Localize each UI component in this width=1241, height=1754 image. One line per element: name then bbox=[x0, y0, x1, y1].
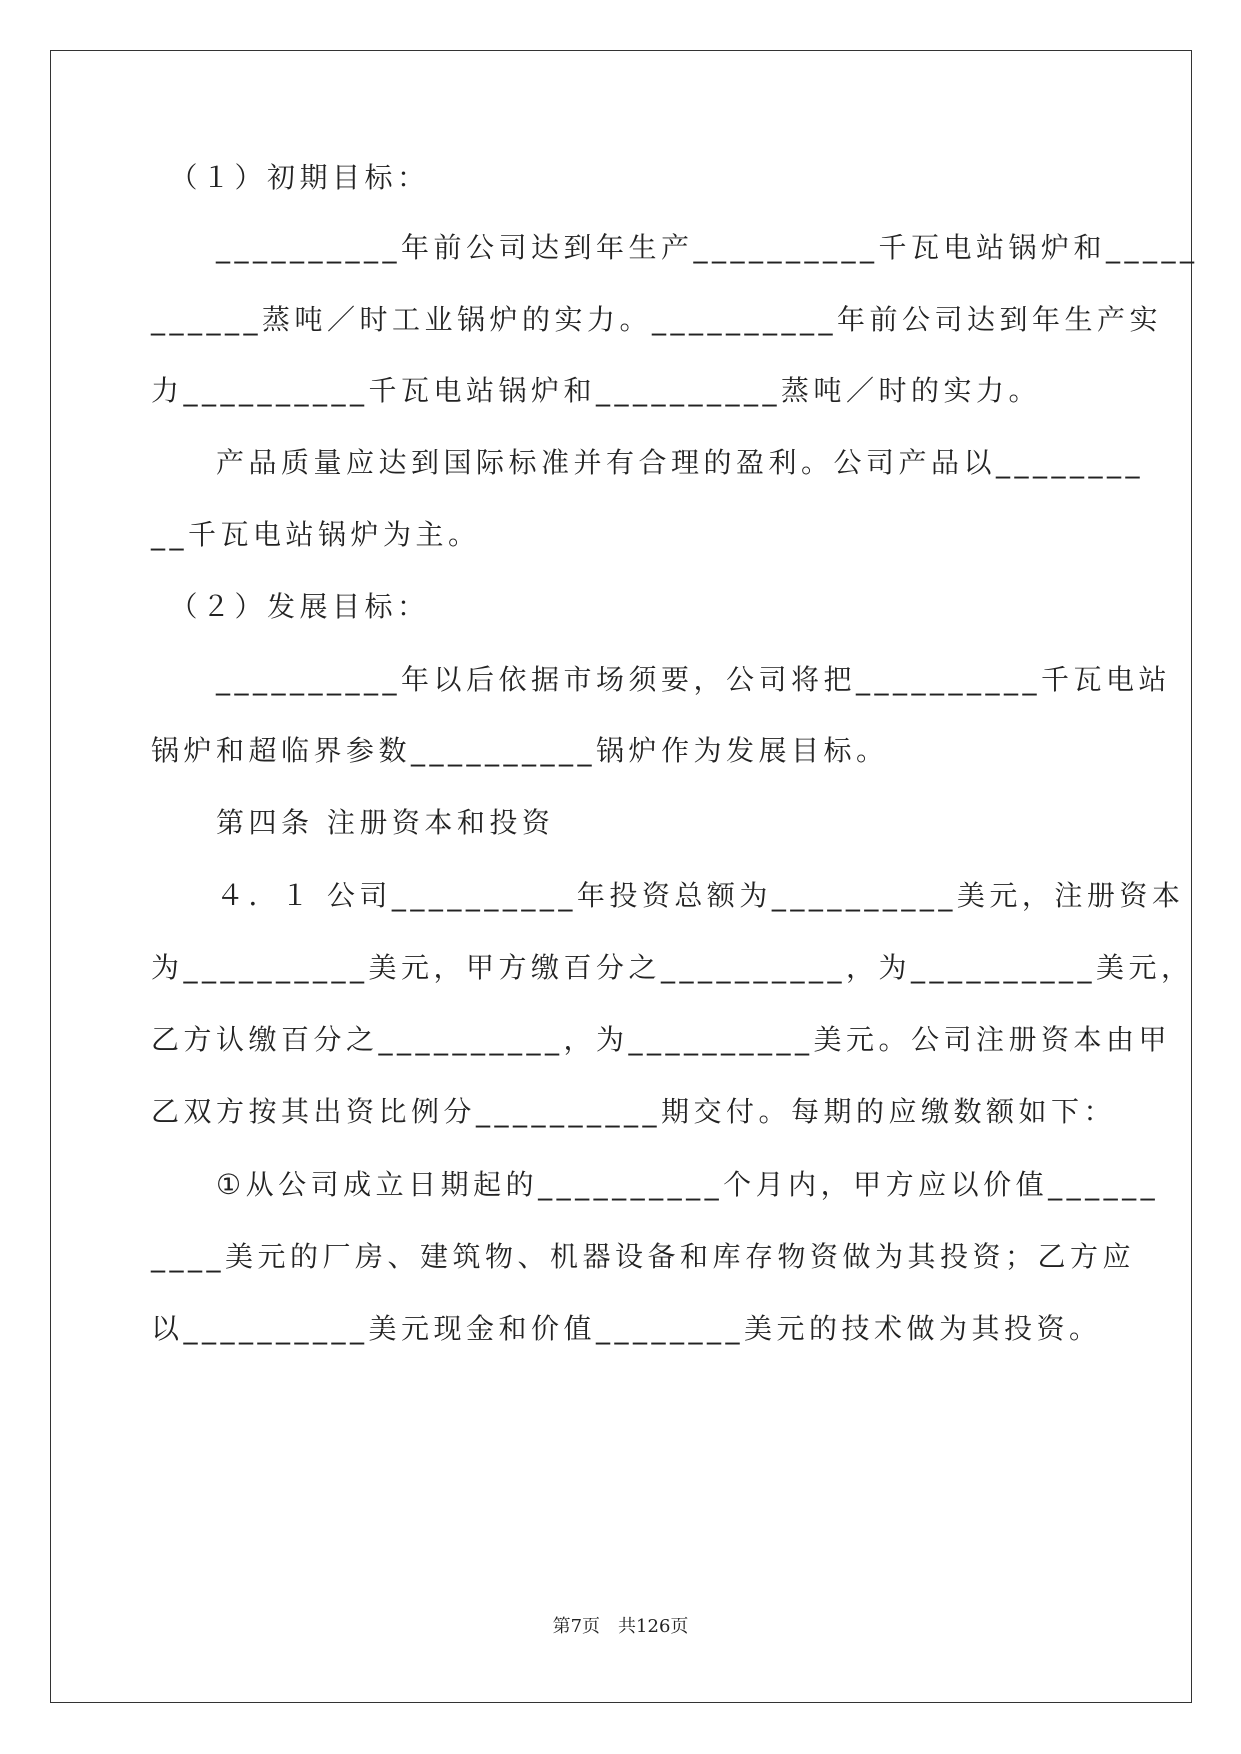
paragraph-line: 产品质量应达到国际标准并有合理的盈利。公司产品以________ bbox=[151, 446, 1145, 479]
heading-initial-goal: （１）初期目标： bbox=[151, 161, 430, 194]
heading-development-goal: （２）发展目标： bbox=[151, 590, 430, 623]
paragraph-line: 锅炉和超临界参数__________锅炉作为发展目标。 bbox=[151, 734, 889, 767]
paragraph-line: ____美元的厂房、建筑物、机器设备和库存物资做为其投资；乙方应 bbox=[151, 1240, 1136, 1273]
paragraph-line: ______蒸吨／时工业锅炉的实力。__________年前公司达到年生产实 bbox=[151, 303, 1163, 336]
article-heading: 第四条 注册资本和投资 bbox=[151, 806, 555, 839]
paragraph-line: __________年前公司达到年生产__________千瓦电站锅炉和_____ bbox=[151, 231, 1199, 264]
paragraph-line: ４．１ 公司__________年投资总额为__________美元，注册资本 bbox=[151, 879, 1185, 912]
paragraph-line: 以__________美元现金和价值________美元的技术做为其投资。 bbox=[151, 1312, 1102, 1345]
paragraph-line: 乙方认缴百分之__________，为__________美元。公司注册资本由甲 bbox=[151, 1023, 1172, 1056]
paragraph-line: 力__________千瓦电站锅炉和__________蒸吨／时的实力。 bbox=[151, 374, 1042, 407]
paragraph-line: ①从公司成立日期起的__________个月内，甲方应以价值______ bbox=[151, 1168, 1160, 1201]
paragraph-line: 为__________美元，甲方缴百分之__________，为__________美元， bbox=[151, 951, 1194, 984]
page-number-footer: 第7页 共126页 bbox=[552, 1616, 689, 1637]
paragraph-line: __千瓦电站锅炉为主。 bbox=[151, 518, 481, 551]
paragraph-line: 乙双方按其出资比例分__________期交付。每期的应缴数额如下： bbox=[151, 1095, 1117, 1128]
paragraph-line: __________年以后依据市场须要，公司将把__________千瓦电站 bbox=[151, 663, 1172, 696]
